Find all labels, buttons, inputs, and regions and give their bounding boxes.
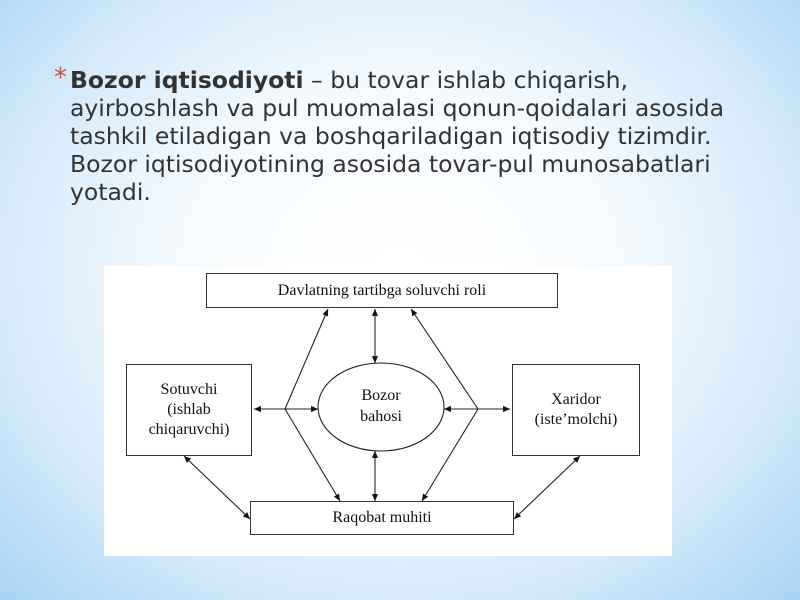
term-bold: Bozor iqtisodiyoti: [70, 66, 304, 94]
top-box: [206, 273, 558, 308]
definition-text: [70, 66, 734, 206]
seller-line-3: chiqaruvchi): [148, 421, 230, 438]
arrow-seller-bottom: [184, 456, 250, 519]
definition-paragraph: [54, 63, 734, 206]
bottom-box-label: Raqobat muhiti: [332, 509, 432, 526]
arrow-buyer-bottom: [514, 456, 580, 519]
center-label: [331, 385, 431, 427]
buyer-box: [512, 364, 640, 456]
definition-body: – bu tovar ishlab chiqarish, ayirboshlash va pul muomalasi qonun-qoidalari asosida tashkil etiladigan va boshqariladigan iqtisodiy tizimdir. Bozor iqtisodiyotining asosida tovar-pul munosabatlari yotadi.: [70, 66, 724, 206]
market-economy-diagram: [104, 266, 672, 556]
center-line-1: Bozor: [361, 387, 401, 404]
seller-box: [126, 364, 252, 456]
bullet-asterisk: *: [54, 63, 67, 93]
seller-line-2: (ishlab: [167, 401, 211, 418]
seller-line-1: Sotuvchi: [160, 381, 218, 398]
center-line-2: bahosi: [360, 408, 402, 425]
buyer-line-2: (iste’molchi): [534, 411, 618, 428]
top-box-label: Davlatning tartibga soluvchi roli: [277, 281, 487, 299]
buyer-line-1: Xaridor: [551, 391, 601, 408]
bottom-box: [250, 501, 514, 535]
